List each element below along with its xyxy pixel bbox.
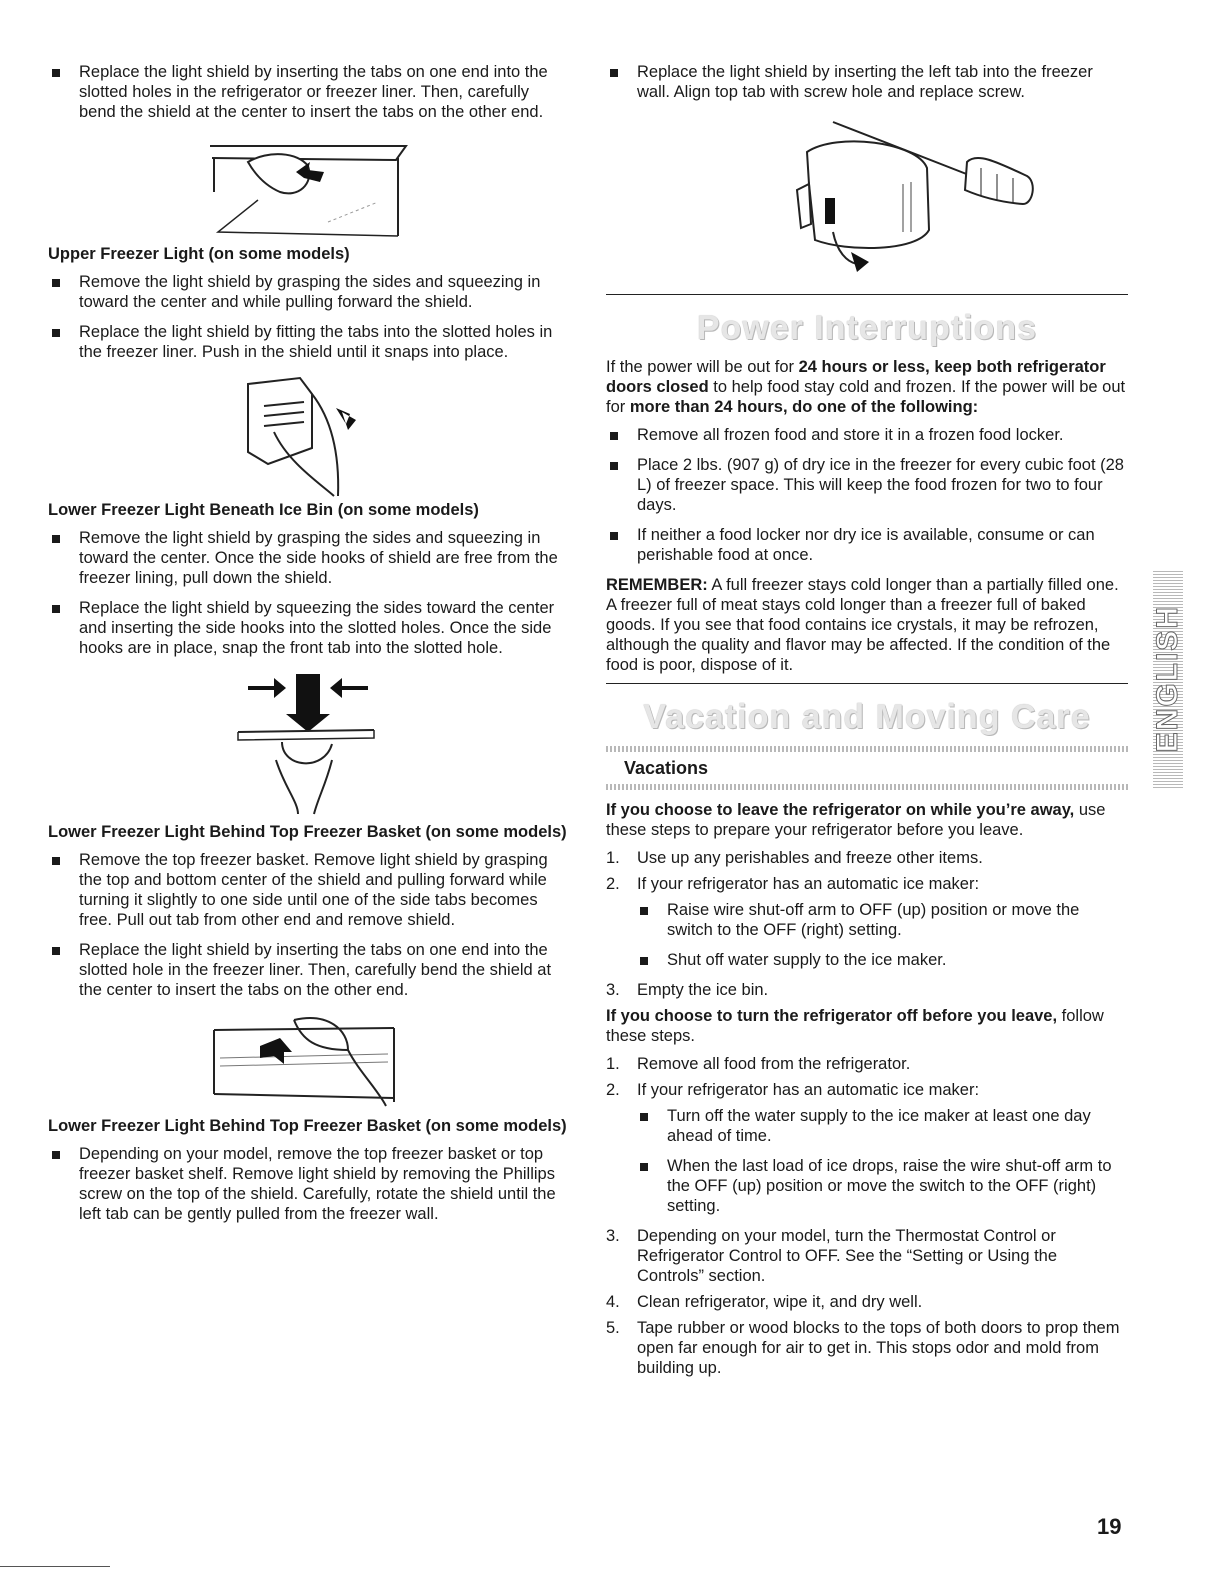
list-item: Remove the light shield by grasping the sides and squeezing in toward the center. Once the side hooks of shield are free from the freezer lining, pull down the shield. <box>48 528 568 588</box>
list-item: Place 2 lbs. (907 g) of dry ice in the freezer for every cubic foot (28 L) of freezer space. This will keep the food frozen for two to four days. <box>606 455 1128 515</box>
list-item: When the last load of ice drops, raise the wire shut-off arm to the OFF (up) position or move the switch to the OFF (right) setting. <box>636 1156 1128 1216</box>
section-upper-freezer-light <box>48 244 568 362</box>
step-number: 1. <box>606 849 620 867</box>
section-lower-freezer-light-basket-2 <box>48 1116 568 1224</box>
dotted-divider <box>606 784 1128 790</box>
step-number: 1. <box>606 1055 620 1073</box>
list-item: Replace the light shield by inserting the left tab into the freezer wall. Align top tab with screw hole and replace screw. <box>606 62 1128 102</box>
numbered-step <box>606 874 1128 894</box>
vacations-subheading: Vacations <box>624 758 709 778</box>
language-side-tab <box>1153 570 1183 788</box>
step-text: Tape rubber or wood blocks to the tops of both doors to prop them open far enough for air to get in. This stops odor and mold from building up. <box>637 1319 1120 1377</box>
language-label: ENGLISH <box>1151 605 1184 753</box>
step-text: Empty the ice bin. <box>637 981 769 999</box>
section-heading: Lower Freezer Light Behind Top Freezer Basket (on some models) <box>48 823 567 841</box>
divider <box>606 683 1128 684</box>
ice-bin-light-shield-illustration <box>228 668 388 818</box>
text-run-bold: If you choose to leave the refrigerator on while you’re away, <box>606 801 1075 819</box>
text-run: use these steps to prepare your refrigerator before you leave. <box>606 801 1106 839</box>
vacation-moving-care-title: Vacation and Moving Care <box>643 698 1091 736</box>
footer-rule <box>0 1566 110 1567</box>
section-heading: Lower Freezer Light Beneath Ice Bin (on some models) <box>48 501 479 519</box>
right-column <box>606 62 1128 1384</box>
text-run: If the power will be out for <box>606 358 799 376</box>
section-power-interruptions <box>606 307 1128 675</box>
numbered-step <box>606 1080 1128 1100</box>
list-item: If neither a food locker nor dry ice is available, consume or can perishable food at once. <box>606 525 1128 565</box>
list-item: Depending on your model, remove the top freezer basket or top freezer basket shelf. Remove light shield by removing the Phillips screw on the top of the shield. Carefully, rotate the shield until the left tab can be gently pulled from the freezer wall. <box>48 1144 568 1224</box>
vacation-lead-paragraph-1 <box>606 800 1128 840</box>
divider <box>606 294 1128 295</box>
upper-light-shield-illustration <box>208 372 408 500</box>
screwdriver-light-shield-illustration <box>697 112 1037 282</box>
step-text: Depending on your model, turn the Thermostat Control or Refrigerator Control to OFF. See the “Setting or Using the Controls” section. <box>637 1227 1058 1285</box>
light-shield-bend-illustration <box>188 132 428 244</box>
numbered-step <box>606 848 1128 868</box>
numbered-step <box>606 1318 1128 1378</box>
section-heading: Upper Freezer Light (on some models) <box>48 245 350 263</box>
list-item: Remove the light shield by grasping the sides and squeezing in toward the center and while pulling forward the shield. <box>48 272 568 312</box>
vacation-lead-paragraph-2 <box>606 1006 1128 1046</box>
list-item: Replace the light shield by inserting the tabs on one end into the slotted holes in the refrigerator or freezer liner. Then, carefully bend the shield at the center to insert the tabs on the other end. <box>48 62 568 122</box>
step-number: 3. <box>606 981 620 999</box>
text-run-bold: 24 hours or less, keep both refrigerator doors closed <box>606 358 1106 396</box>
numbered-step <box>606 1226 1128 1286</box>
power-interruptions-title: Power Interruptions <box>696 309 1038 347</box>
step-text: If your refrigerator has an automatic ice maker: <box>637 1081 980 1099</box>
list-item: Remove the top freezer basket. Remove light shield by grasping the top and bottom center of the shield and pulling forward while turning it slightly to one side until one of the side tabs becomes free. Pull out tab from other end and remove shield. <box>48 850 568 930</box>
step-text: If your refrigerator has an automatic ice maker: <box>637 875 980 893</box>
step-number: 2. <box>606 1081 620 1099</box>
step-number: 3. <box>606 1227 620 1245</box>
text-run: follow these steps. <box>606 1007 1104 1045</box>
power-intro-paragraph <box>606 357 1128 417</box>
step-text: Remove all food from the refrigerator. <box>637 1055 911 1073</box>
section-lower-freezer-light-ice-bin <box>48 500 568 658</box>
remember-paragraph <box>606 575 1128 675</box>
section-vacation-moving-care <box>606 696 1128 1378</box>
step-number: 5. <box>606 1319 620 1337</box>
remember-label: REMEMBER: <box>606 576 708 594</box>
step-number: 4. <box>606 1293 620 1311</box>
list-item: Replace the light shield by fitting the tabs into the slotted holes in the freezer liner. Push in the shield until it snaps into place. <box>48 322 568 362</box>
step-number: 2. <box>606 875 620 893</box>
list-item: Turn off the water supply to the ice maker at least one day ahead of time. <box>636 1106 1128 1146</box>
text-run-bold: If you choose to turn the refrigerator off before you leave, <box>606 1007 1058 1025</box>
list-item: Shut off water supply to the ice maker. <box>636 950 1128 970</box>
page-number: 19 <box>1097 1514 1122 1539</box>
text-run-bold: more than 24 hours, do one of the following: <box>629 398 979 416</box>
list-item: Remove all frozen food and store it in a frozen food locker. <box>606 425 1128 445</box>
list-item: Replace the light shield by inserting the tabs on one end into the slotted hole in the freezer liner. Then, carefully bend the shield at the center to insert the tabs on the other end. <box>48 940 568 1000</box>
dotted-divider <box>606 746 1128 752</box>
step-text: Use up any perishables and freeze other items. <box>637 849 983 867</box>
list-item: Raise wire shut-off arm to OFF (up) position or move the switch to the OFF (right) setting. <box>636 900 1128 940</box>
numbered-step <box>606 1054 1128 1074</box>
text-run: A full freezer stays cold longer than a partially filled one. A freezer full of meat stays cold longer than a freezer full of baked goods. If you see that food contains ice crystals, it may be refrozen, although the quality and flavor may be affected. If the condition of the food is poor, dispose of it. <box>606 576 1119 674</box>
list-item: Replace the light shield by squeezing the sides toward the center and inserting the side hooks into the slotted holes. Once the side hooks are in place, snap the front tab into the slotted hole. <box>48 598 568 658</box>
section-heading: Lower Freezer Light Behind Top Freezer Basket (on some models) <box>48 1117 567 1135</box>
text-run: to help food stay cold and frozen. If the power will be out for <box>606 378 1126 416</box>
basket-light-shield-illustration <box>198 1010 418 1110</box>
numbered-step <box>606 1292 1128 1312</box>
step-text: Clean refrigerator, wipe it, and dry well. <box>637 1293 923 1311</box>
section-lower-freezer-light-basket-1 <box>48 822 568 1000</box>
left-column <box>48 62 568 1234</box>
numbered-step <box>606 980 1128 1000</box>
